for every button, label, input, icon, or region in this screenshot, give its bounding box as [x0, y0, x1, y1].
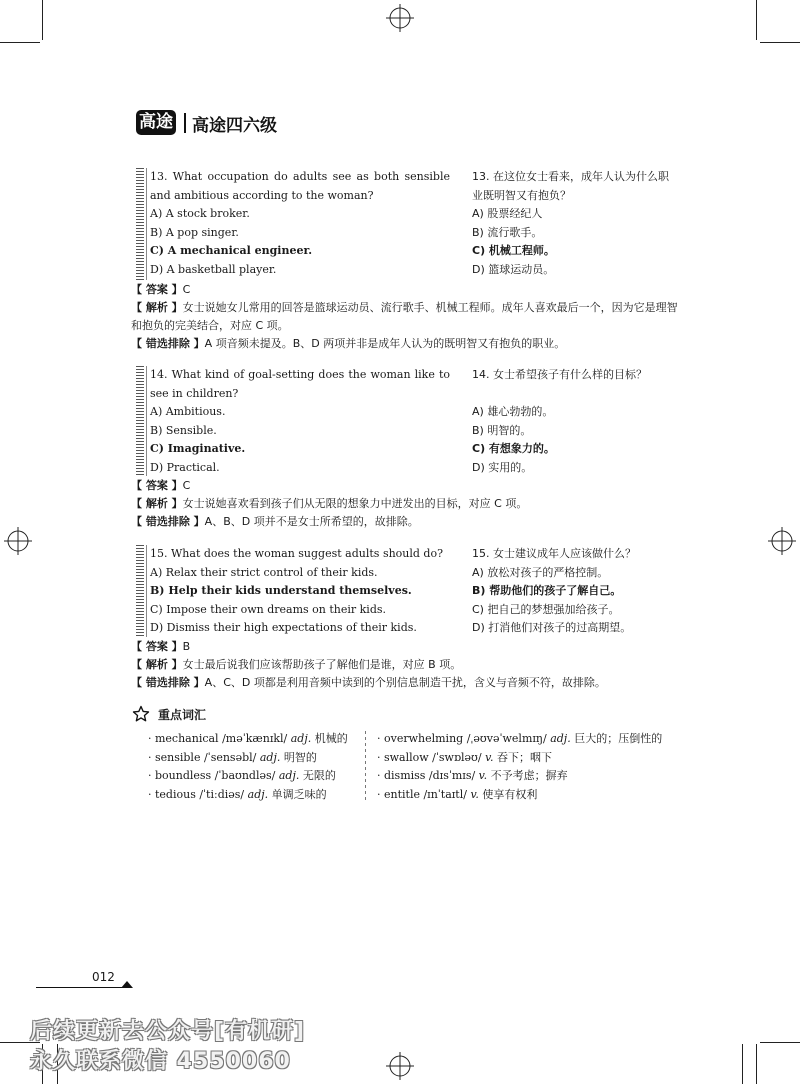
- brand-logo: 高途: [136, 110, 176, 135]
- question-block-15: [136, 545, 676, 637]
- exclude-label: 【 错选排除 】: [131, 676, 205, 689]
- vocab-item: [377, 786, 677, 805]
- vocab-word: · boundless /ˈbaʊndləs/: [148, 769, 276, 782]
- question-zh: [472, 366, 672, 477]
- option-a: A) A stock broker.: [150, 207, 250, 220]
- vocab-meaning: 无限的: [302, 769, 336, 782]
- question-en: [150, 545, 450, 638]
- watermark-line-2: 永久联系微信 4550060: [30, 1049, 291, 1074]
- watermark-line-1: 后续更新去公众号[有机研]: [30, 1019, 306, 1044]
- analysis-text: 女士最后说我们应该帮助孩子了解他们是谁，对应 B 项。: [182, 658, 462, 671]
- vocab-meaning: 单调乏味的: [271, 787, 327, 801]
- registration-mark-bottom: [386, 1052, 414, 1080]
- question-text: 14. What kind of goal-setting does the woman like to see in children?: [150, 368, 450, 400]
- registration-mark-right: [768, 527, 796, 555]
- answer-line: [131, 281, 679, 299]
- vocab-word: · mechanical /məˈkænɪkl/: [148, 732, 288, 745]
- answer-label: 【 答案 】: [131, 479, 183, 492]
- option-b-zh: B) 流行歌手。: [472, 225, 543, 239]
- vocab-pos: v.: [485, 750, 494, 764]
- option-c: C) Impose their own dreams on their kids.: [150, 602, 387, 616]
- vocab-title: 重点词汇: [158, 708, 207, 722]
- vocab-meaning: 机械的: [314, 732, 348, 745]
- vocab-pos: adj.: [278, 769, 300, 782]
- vocab-item: [377, 730, 677, 749]
- analysis-label: 【 解析 】: [131, 301, 183, 314]
- question-en: [150, 168, 450, 279]
- question-text-zh: 13. 在这位女士看来，成年人认为什么职业既明智又有抱负？: [472, 170, 669, 202]
- analysis-label: 【 解析 】: [131, 497, 183, 510]
- answer-value: C: [182, 479, 191, 492]
- option-d-zh: D) 实用的。: [472, 460, 533, 474]
- vocab-pos: v.: [470, 787, 479, 801]
- vocab-item: [148, 730, 358, 749]
- option-a: A) Relax their strict control of their kids.: [150, 565, 378, 579]
- answer-label: 【 答案 】: [131, 640, 183, 653]
- registration-mark-top: [386, 4, 414, 32]
- vocab-item: [377, 767, 677, 786]
- exclude-line: [131, 513, 679, 531]
- analysis-line: [131, 299, 679, 335]
- question-zh: [472, 168, 672, 279]
- option-d: D) Dismiss their high expectations of their kids.: [150, 621, 417, 634]
- vocab-meaning: 不予考虑；摒弃: [490, 769, 568, 782]
- answer-value: B: [182, 640, 191, 653]
- vocab-meaning: 使享有权利: [482, 787, 538, 801]
- vocab-word: · entitle /ɪnˈtaɪtl/: [377, 787, 467, 801]
- exclude-text: A、C、D 项都是利用音频中读到的个别信息制造干扰，含义与音频不符，故排除。: [204, 676, 606, 689]
- vocab-item: [377, 749, 677, 768]
- answer-section-15: [131, 638, 679, 692]
- page-number: 012: [92, 970, 115, 984]
- option-c-zh: C) 有想象力的。: [472, 442, 555, 455]
- vocab-pos: v.: [478, 769, 488, 782]
- option-b: B) A pop singer.: [150, 225, 239, 239]
- option-b-zh: B) 帮助他们的孩子了解自己。: [472, 584, 622, 597]
- analysis-line: [131, 495, 679, 513]
- option-a: A) Ambitious.: [150, 405, 226, 418]
- answer-line: [131, 638, 679, 656]
- question-text: 15. What does the woman suggest adults should do?: [150, 547, 443, 560]
- vocab-meaning: 巨大的；压倒性的: [574, 732, 663, 745]
- option-b: B) Sensible.: [150, 423, 217, 437]
- analysis-line: [131, 656, 679, 674]
- option-c: C) Imaginative.: [150, 442, 246, 455]
- answer-label: 【 答案 】: [131, 283, 183, 296]
- exclude-text: A、B、D 项并不是女士所希望的，故排除。: [204, 515, 419, 528]
- option-d-zh: D) 打消他们对孩子的过高期望。: [472, 621, 632, 634]
- answer-section-13: [131, 281, 679, 353]
- question-bar: [136, 168, 144, 280]
- question-zh: [472, 545, 672, 638]
- exclude-line: [131, 674, 679, 692]
- question-text: 13. What occupation do adults see as both sensible and ambitious according to the woman?: [150, 170, 450, 202]
- option-c-zh: C) 机械工程师。: [472, 244, 555, 257]
- vocab-right-column: [377, 730, 677, 804]
- vocab-left-column: [148, 730, 358, 804]
- vocab-item: [148, 749, 358, 768]
- question-block-13: [136, 168, 676, 280]
- answer-section-14: [131, 477, 679, 531]
- option-a-zh: A) 股票经纪人: [472, 207, 543, 220]
- vocab-word: · overwhelming /ˌəʊvəˈwelmɪŋ/: [377, 732, 547, 745]
- exclude-line: [131, 335, 679, 353]
- option-a-zh: A) 雄心勃勃的。: [472, 405, 554, 418]
- exclude-label: 【 错选排除 】: [131, 337, 205, 350]
- star-icon: [132, 705, 150, 723]
- vocab-pos: adj.: [290, 732, 312, 745]
- question-text-zh: 14. 女士希望孩子有什么样的目标？: [472, 368, 647, 381]
- vocab-pos: adj.: [550, 732, 571, 745]
- option-d: D) Practical.: [150, 460, 220, 474]
- vocab-word: · sensible /ˈsensəbl/: [148, 750, 257, 764]
- header-divider: [184, 113, 186, 133]
- vocab-meaning: 明智的: [283, 750, 317, 764]
- page-triangle-icon: [121, 981, 133, 988]
- vocab-pos: adj.: [247, 787, 269, 801]
- question-bar: [136, 366, 144, 476]
- spacer: [472, 385, 672, 404]
- question-block-14: [136, 366, 676, 476]
- vocab-meaning: 吞下；咽下: [496, 750, 552, 764]
- answer-value: C: [182, 283, 191, 296]
- analysis-label: 【 解析 】: [131, 658, 183, 671]
- option-c: C) A mechanical engineer.: [150, 244, 313, 257]
- option-d: D) A basketball player.: [150, 262, 277, 276]
- vocab-word: · swallow /ˈswɒləʊ/: [377, 750, 482, 764]
- option-d-zh: D) 篮球运动员。: [472, 262, 555, 276]
- option-c-zh: C) 把自己的梦想强加给孩子。: [472, 602, 620, 616]
- vocab-divider: [365, 731, 366, 803]
- registration-mark-left: [4, 527, 32, 555]
- page-number-rule: [36, 987, 126, 988]
- exclude-text: A 项音频未提及。B、D 两项并非是成年人认为的既明智又有抱负的职业。: [204, 337, 566, 350]
- analysis-text: 女士说她女儿常用的回答是篮球运动员、流行歌手、机械工程师。成年人喜欢最后一个，因为它是理智和抱负的完美结合，对应 C 项。: [131, 301, 678, 332]
- vocab-item: [148, 786, 358, 805]
- question-bar: [136, 545, 144, 637]
- option-b-zh: B) 明智的。: [472, 423, 532, 437]
- vocab-item: [148, 767, 358, 786]
- question-en: [150, 366, 450, 477]
- question-text-zh: 15. 女士建议成年人应该做什么？: [472, 547, 636, 560]
- vocab-pos: adj.: [259, 750, 281, 764]
- vocab-word: · dismiss /dɪsˈmɪs/: [377, 769, 476, 782]
- option-a-zh: A) 放松对孩子的严格控制。: [472, 565, 609, 579]
- series-title: 高途四六级: [192, 116, 277, 136]
- vocab-word: · tedious /ˈtiːdiəs/: [148, 787, 245, 801]
- answer-line: [131, 477, 679, 495]
- exclude-label: 【 错选排除 】: [131, 515, 205, 528]
- analysis-text: 女士说她喜欢看到孩子们从无限的想象力中迸发出的目标，对应 C 项。: [182, 497, 528, 510]
- option-b: B) Help their kids understand themselves.: [150, 584, 412, 597]
